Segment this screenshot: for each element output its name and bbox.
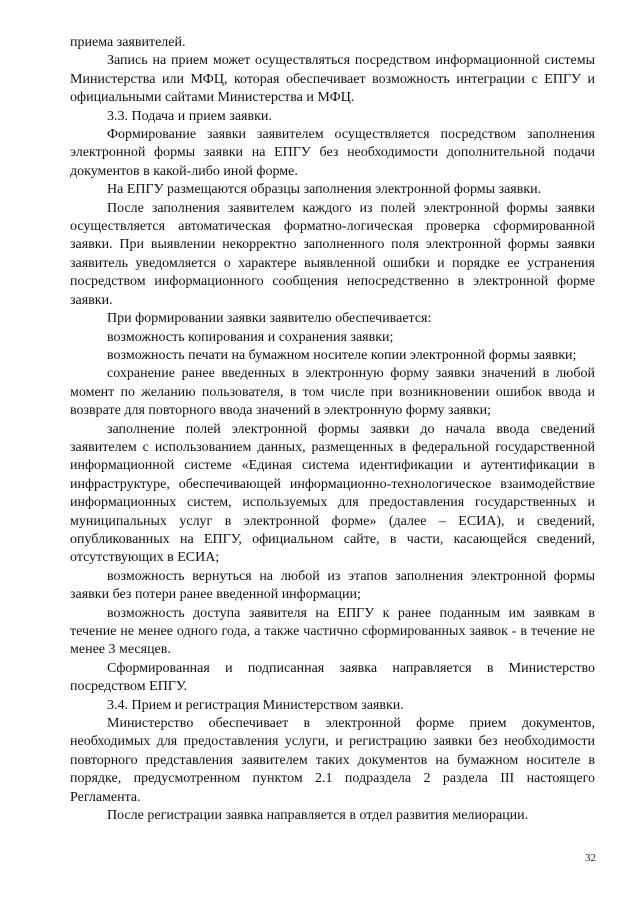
paragraph: Министерство обеспечивает в электронной форме прием документов, необходимых для предоставления услуги, и регистрацию заявки без необходимости повторного представления заявителем таких документов на бумажном носителе в порядке, предусмотренном пунктом 2.1 подраздела 2 раздела III настоящего Регламента. [70, 716, 595, 805]
paragraph: Формирование заявки заявителем осуществляется посредством заполнения электронной формы заявки на ЕПГУ без необходимости дополнительной подачи документов в какой-либо иной форме. [70, 127, 595, 179]
list-item: сохранение ранее введенных в электронную форму заявки значений в любой момент по желанию пользователя, в том числе при возникновении ошибок ввода и возврате для повторного ввода значений в электронную форму заявки; [70, 366, 595, 419]
list-item: возможность копирования и сохранения заявки; [107, 329, 394, 345]
document-body [70, 34, 595, 825]
paragraph: После регистрации заявка направляется в отдел развития мелиорации. [107, 808, 529, 824]
paragraph: На ЕПГУ размещаются образцы заполнения электронной формы заявки. [107, 182, 542, 198]
list-item: заполнение полей электронной формы заявки до начала ввода сведений заявителем с использованием данных, размещенных в федеральной государственной информационной системе «Единая система идентификации и аутентификации в инфраструктуре, обеспечивающей информационно-технологическое взаимодействие информационных систем, используемых для предоставления государственных и муниципальных услуг в электронной форме» (далее – ЕСИА), и сведений, опубликованных на ЕПГУ, официальном сайте, в части, касающейся сведений, отсутствующих в ЕСИА; [70, 421, 595, 566]
paragraph: Запись на прием может осуществляться посредством информационной системы Министерства или МФЦ, которая обеспечивает возможность интеграции с ЕПГУ и официальными сайтами Министерства и МФЦ. [70, 53, 595, 106]
list-item: возможность печати на бумажном носителе копии электронной формы заявки; [107, 347, 577, 363]
section-heading: 3.4. Прием и регистрация Министерством заявки. [107, 697, 404, 713]
page-number: 32 [585, 852, 596, 864]
list-item: возможность вернуться на любой из этапов заполнения электронной формы заявки без потери ранее введенной информации; [70, 568, 595, 603]
section-heading: 3.3. Подача и прием заявки. [107, 108, 272, 124]
paragraph: После заполнения заявителем каждого из полей электронной формы заявки осуществляется автоматическая форматно-логическая проверка сформированной заявки. При выявлении некорректно заполненного поля электронной формы заявки заявитель уведомляется о характере выявленной ошибки и порядке ее устранения посредством информационного сообщения непосредственно в электронной форме заявки. [70, 200, 595, 308]
paragraph: приема заявителей. [70, 35, 186, 50]
paragraph: При формировании заявки заявителю обеспечивается: [107, 311, 432, 327]
paragraph: Сформированная и подписанная заявка направляется в Министерство посредством ЕПГУ. [70, 660, 595, 695]
list-item: возможность доступа заявителя на ЕПГУ к ранее поданным им заявкам в течение не менее одного года, а также частично сформированных заявок - в течение не менее 3 месяцев. [70, 605, 595, 658]
